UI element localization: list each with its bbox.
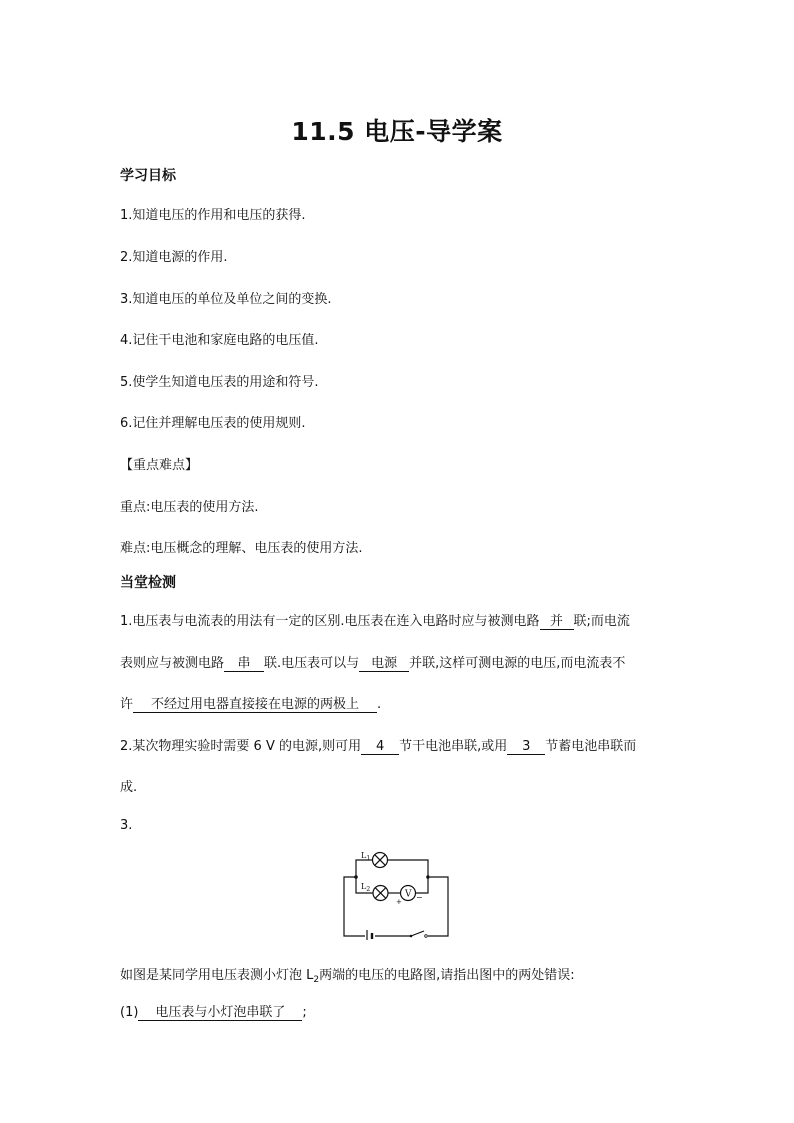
q2-line-1 xyxy=(120,735,636,755)
page-title: 11.5 电压-导学案 xyxy=(291,117,503,146)
circuit-wire-branch-top xyxy=(356,860,372,877)
q1-text-g: . xyxy=(377,697,382,712)
q3-answer-line-1 xyxy=(120,1005,307,1021)
objective-item-5: 5.使学生知道电压表的用途和符号. xyxy=(120,375,319,390)
q1-answer-blank-3: 电源 xyxy=(359,656,409,672)
q1-text-e: 并联,这样可测电源的电压,而电流表不 xyxy=(409,656,626,671)
check-heading: 当堂检测 xyxy=(120,575,176,591)
objectives-heading: 学习目标 xyxy=(120,168,176,184)
q1-answer-blank-4: 不经过用电器直接接在电源的两极上 xyxy=(133,697,377,713)
q2-answer-blank-2: 3 xyxy=(507,739,545,755)
circuit-wire-outer xyxy=(344,877,448,936)
circuit-diagram xyxy=(336,848,456,940)
key-points-heading: 【重点难点】 xyxy=(120,458,199,473)
voltmeter-plus-label: + xyxy=(396,898,402,906)
voltmeter-minus-label: − xyxy=(416,893,423,902)
q1-answer-blank-1: 并 xyxy=(540,614,574,630)
q2-text-a: 2.某次物理实验时需要 6 V 的电源,则可用 xyxy=(120,739,362,754)
q1-line-3 xyxy=(120,693,381,713)
key-point-text: 重点:电压表的使用方法. xyxy=(120,500,259,515)
q1-text-c: 表则应与被测电路 xyxy=(120,656,225,671)
q2-text-b: 节干电池串联,或用 xyxy=(399,739,508,754)
q3-stem-text-a: 如图是某同学用电压表测小灯泡 L xyxy=(120,968,314,983)
q3-stem xyxy=(120,964,575,985)
difficult-point-text: 难点:电压概念的理解、电压表的使用方法. xyxy=(120,541,363,556)
q1-line-1 xyxy=(120,610,630,630)
q2-text-c: 节蓄电池串联而 xyxy=(545,739,637,754)
objective-item-3: 3.知道电压的单位及单位之间的变换. xyxy=(120,292,332,307)
q1-text-b: 联;而电流 xyxy=(573,614,630,629)
objective-item-2: 2.知道电源的作用. xyxy=(120,250,228,265)
q3-answer-suffix: ; xyxy=(302,1005,307,1020)
objective-item-4: 4.记住干电池和家庭电路的电压值. xyxy=(120,333,319,348)
lamp-l1-label: $L_1$ xyxy=(361,851,371,862)
q2-line-2: 成. xyxy=(120,780,138,795)
q3-stem-text-b: 两端的电压的电路图,请指出图中的两处错误: xyxy=(319,968,575,983)
objective-item-6: 6.记住并理解电压表的使用规则. xyxy=(120,416,306,431)
circuit-wire-branch-top-right xyxy=(388,860,428,877)
q1-answer-blank-2: 串 xyxy=(224,656,264,672)
q1-text-a: 1.电压表与电流表的用法有一定的区别.电压表在连入电路时应与被测电路 xyxy=(120,614,540,629)
junction-dot-left xyxy=(354,875,358,879)
objective-item-1: 1.知道电压的作用和电压的获得. xyxy=(120,208,306,223)
q1-line-2 xyxy=(120,652,625,672)
q3-number: 3. xyxy=(120,818,133,833)
lamp-l2-label: $L_2$ xyxy=(361,882,371,893)
q1-text-d: 联.电压表可以与 xyxy=(264,656,360,671)
q3-answer-prefix: (1) xyxy=(120,1005,139,1020)
junction-dot-right xyxy=(426,875,430,879)
q1-text-f: 许 xyxy=(120,697,134,712)
q2-answer-blank-1: 4 xyxy=(361,739,399,755)
q3-stem-subscript: 2 xyxy=(313,975,320,985)
q3-answer-blank-1: 电压表与小灯泡串联了 xyxy=(138,1005,302,1021)
voltmeter-label: V xyxy=(405,889,412,900)
